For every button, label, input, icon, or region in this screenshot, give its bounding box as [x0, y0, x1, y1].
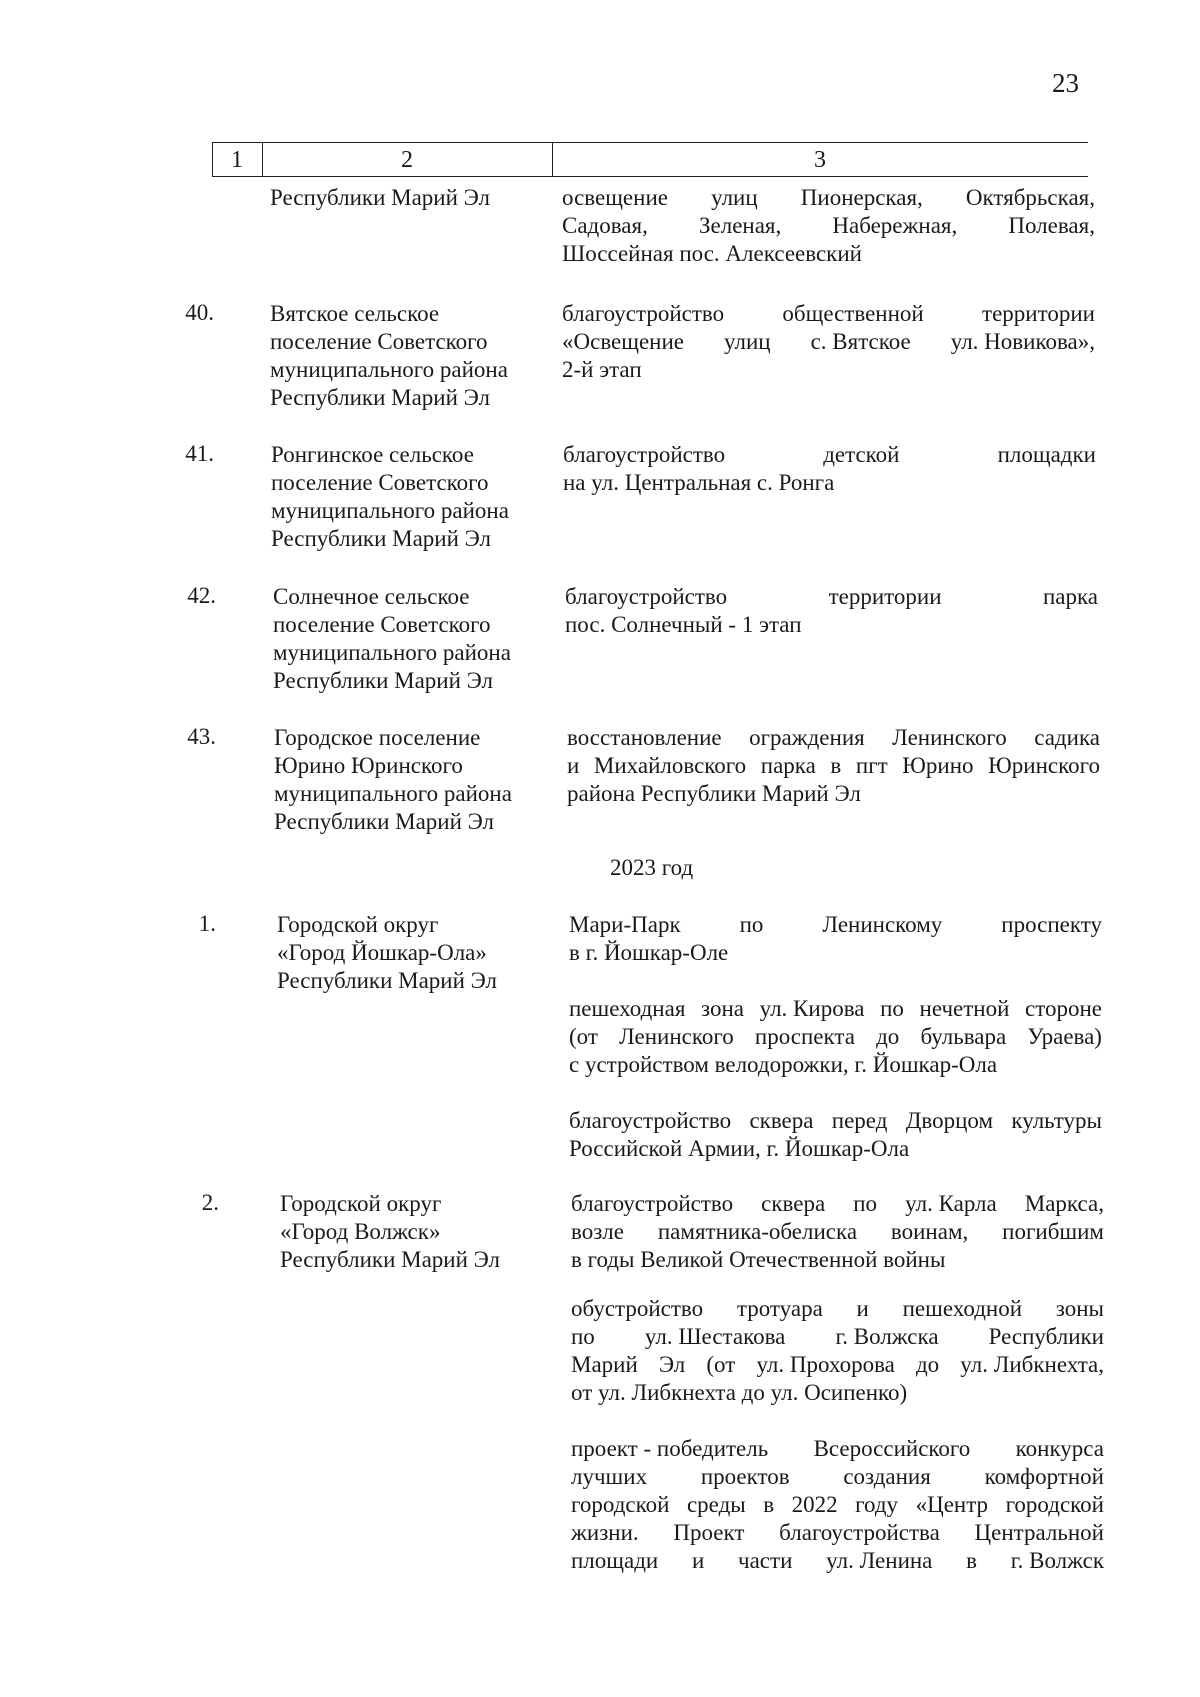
project-line — [571, 1351, 1104, 1379]
project-word: Полевая, — [1008, 213, 1095, 238]
project-cell — [569, 1107, 1102, 1163]
project-word: Центральной — [974, 1520, 1104, 1545]
municipality-line: Городское поселение — [274, 725, 481, 750]
project-word: парка — [760, 753, 816, 778]
project-word: нечетной — [919, 996, 1010, 1021]
municipality-line: муниципального района — [271, 498, 509, 523]
project-word: площадки — [997, 442, 1096, 467]
project-word: ул. Либкнехта, — [960, 1352, 1104, 1377]
project-line — [567, 724, 1100, 752]
project-word: Марий — [571, 1352, 638, 1377]
row-number: 41. — [185, 441, 214, 466]
municipality-cell — [280, 1190, 550, 1274]
header-col-1: 1 — [231, 147, 243, 173]
municipality-line: Республики Марий Эл — [273, 668, 494, 693]
project-word: по — [853, 1191, 878, 1216]
municipality-line: Ронгинское сельское — [271, 442, 474, 467]
project-word: конкурса — [1015, 1436, 1104, 1461]
project-word: пешеходной — [902, 1296, 1023, 1321]
project-word: Ленинскому — [822, 912, 943, 937]
project-word: до — [915, 1352, 940, 1377]
municipality-line: Республики Марий Эл — [274, 809, 495, 834]
project-word: Юрино — [902, 753, 974, 778]
project-line — [571, 1519, 1104, 1547]
row-number: 42. — [187, 583, 216, 608]
project-line — [571, 1547, 1104, 1575]
project-word: ул. Прохорова — [756, 1352, 895, 1377]
project-word: по — [880, 996, 904, 1021]
project-line: в г. Йошкар-Оле — [569, 940, 729, 965]
municipality-line: Республики Марий Эл — [280, 1247, 501, 1272]
project-line — [562, 300, 1095, 328]
project-word: по — [739, 912, 764, 937]
project-word: «Освещение — [562, 329, 684, 354]
project-word: сквера — [761, 1191, 826, 1216]
project-word: году — [855, 1492, 899, 1517]
project-word: благоустройство — [562, 301, 725, 326]
project-word: Зеленая, — [698, 213, 782, 238]
project-word: проспекта — [754, 1024, 855, 1049]
project-word: тротуара — [736, 1296, 823, 1321]
project-word: и — [691, 1548, 705, 1573]
municipality-cell — [273, 583, 543, 695]
project-word: Дворцом — [905, 1108, 994, 1133]
municipality-line: муниципального района — [274, 781, 512, 806]
project-line: Шоссейная пос. Алексеевский — [562, 241, 862, 266]
project-cell — [567, 724, 1100, 808]
project-word: Ураева) — [1027, 1024, 1102, 1049]
project-word: ул. Шестакова — [644, 1324, 786, 1349]
project-word: благоустройство — [571, 1191, 734, 1216]
project-word: Проект — [673, 1520, 745, 1545]
project-line: пос. Солнечный - 1 этап — [565, 612, 802, 637]
project-word: Пионерская, — [800, 185, 923, 210]
project-word: с. Вятское — [810, 329, 911, 354]
municipality-line: Республики Марий Эл — [270, 385, 491, 410]
project-word: комфортной — [984, 1464, 1104, 1489]
project-line — [569, 911, 1102, 939]
project-cell — [565, 583, 1098, 639]
project-word: ул. Кирова — [759, 996, 865, 1021]
project-line — [565, 583, 1098, 611]
municipality-line: муниципального района — [270, 357, 508, 382]
project-word: перед — [831, 1108, 888, 1133]
project-cell — [569, 911, 1102, 967]
project-word: улиц — [711, 185, 758, 210]
project-word: восстановление — [567, 725, 722, 750]
municipality-cell — [270, 300, 540, 412]
project-line — [571, 1491, 1104, 1519]
project-word: Михайловского — [593, 753, 747, 778]
municipality-line: поселение Советского — [271, 470, 489, 495]
project-line — [569, 995, 1102, 1023]
project-word: освещение — [562, 185, 668, 210]
project-line — [571, 1463, 1104, 1491]
project-line: на ул. Центральная с. Ронга — [563, 470, 835, 495]
project-word: Набережная, — [832, 213, 958, 238]
project-line: с устройством велодорожки, г. Йошкар-Ола — [569, 1052, 998, 1077]
project-word: в — [830, 753, 842, 778]
project-word: пгт — [855, 753, 888, 778]
municipality-cell — [277, 911, 547, 995]
municipality-line: Республики Марий Эл — [271, 526, 492, 551]
table-header — [212, 142, 1088, 177]
project-word: детской — [823, 442, 900, 467]
project-word: Ленинского — [619, 1024, 734, 1049]
project-word: лучших — [571, 1464, 648, 1489]
project-word: памятника-обелиска — [657, 1219, 858, 1244]
project-cell — [571, 1190, 1104, 1274]
project-word: ул. Карла — [905, 1191, 997, 1216]
municipality-cell — [270, 184, 540, 212]
row-number: 40. — [185, 300, 214, 325]
project-line — [563, 441, 1096, 469]
project-word: и — [856, 1296, 869, 1321]
project-word: «Центр — [915, 1492, 989, 1517]
row-number: 43. — [187, 724, 216, 749]
project-word: парка — [1042, 584, 1098, 609]
municipality-line: Вятское сельское — [270, 301, 440, 326]
project-line — [571, 1295, 1104, 1323]
project-word: общественной — [782, 301, 924, 326]
project-word: по — [571, 1324, 595, 1349]
project-word: садика — [1034, 725, 1100, 750]
project-word: проект - победитель — [571, 1436, 769, 1461]
project-word: благоустройство — [563, 442, 726, 467]
project-word: пешеходная — [569, 996, 686, 1021]
project-word: погибшим — [1002, 1219, 1104, 1244]
project-cell — [571, 1435, 1104, 1575]
project-word: жизни. — [571, 1520, 639, 1545]
project-line — [562, 328, 1095, 356]
project-word: г. Волжск — [1010, 1548, 1104, 1573]
page-number: 23 — [1052, 68, 1079, 98]
project-word: стороне — [1025, 996, 1102, 1021]
project-word: Октябрьская, — [965, 185, 1095, 210]
year-heading: 2023 год — [610, 855, 694, 880]
project-word: до — [876, 1024, 900, 1049]
project-word: в — [966, 1548, 978, 1573]
project-word: части — [738, 1548, 793, 1573]
project-line — [571, 1435, 1104, 1463]
row-number: 1. — [198, 911, 216, 936]
project-word: сквера — [749, 1108, 814, 1133]
project-word: площади — [571, 1548, 659, 1573]
municipality-line: Городской округ — [277, 912, 439, 937]
project-cell — [562, 300, 1095, 384]
project-line: от ул. Либкнехта до ул. Осипенко) — [571, 1380, 908, 1405]
project-word: территории — [828, 584, 942, 609]
project-line — [571, 1190, 1104, 1218]
project-word: Эл — [658, 1352, 686, 1377]
municipality-line: поселение Советского — [273, 612, 491, 637]
project-word: (от — [569, 1024, 598, 1049]
municipality-line: Республики Марий Эл — [270, 185, 491, 210]
project-word: Мари-Парк — [569, 912, 681, 937]
project-line — [562, 184, 1095, 212]
project-word: Садовая, — [562, 213, 648, 238]
municipality-line: поселение Советского — [270, 329, 488, 354]
project-word: проектов — [700, 1464, 790, 1489]
municipality-line: «Город Волжск» — [280, 1219, 441, 1244]
project-word: Всероссийского — [813, 1436, 971, 1461]
project-word: возле — [571, 1219, 624, 1244]
municipality-line: Республики Марий Эл — [277, 968, 498, 993]
project-line: в годы Великой Отечественной войны — [571, 1247, 946, 1272]
project-word: благоустройство — [569, 1108, 732, 1133]
municipality-cell — [274, 724, 544, 836]
project-word: городской — [1005, 1492, 1104, 1517]
project-word: в — [763, 1492, 775, 1517]
project-word: и — [567, 753, 580, 778]
municipality-line: Солнечное сельское — [273, 584, 470, 609]
municipality-cell — [271, 441, 541, 553]
project-word: воинам, — [890, 1219, 969, 1244]
project-word: среды — [686, 1492, 746, 1517]
project-word: (от — [706, 1352, 736, 1377]
project-word: культуры — [1011, 1108, 1102, 1133]
project-line — [562, 212, 1095, 240]
municipality-line: Городской округ — [280, 1191, 442, 1216]
municipality-line: Юрино Юринского — [274, 753, 463, 778]
project-word: ул. Ленина — [826, 1548, 933, 1573]
municipality-line: муниципального района — [273, 640, 511, 665]
project-line — [567, 752, 1100, 780]
project-word: зона — [701, 996, 744, 1021]
project-word: улиц — [723, 329, 771, 354]
project-word: Республики — [988, 1324, 1104, 1349]
project-word: территории — [982, 301, 1095, 326]
municipality-line: «Город Йошкар-Ола» — [277, 940, 487, 965]
project-line — [571, 1218, 1104, 1246]
row-number: 2. — [201, 1190, 219, 1215]
project-word: благоустройство — [565, 584, 728, 609]
project-line: Российской Армии, г. Йошкар-Ола — [569, 1136, 910, 1161]
project-word: г. Волжска — [835, 1324, 939, 1349]
project-word: зоны — [1055, 1296, 1104, 1321]
project-word: создания — [843, 1464, 931, 1489]
project-line: района Республики Марий Эл — [567, 781, 861, 806]
project-word: ул. Новикова», — [950, 329, 1095, 354]
project-cell — [563, 441, 1096, 497]
project-line — [571, 1323, 1104, 1351]
project-word: городской — [571, 1492, 670, 1517]
project-word: Юринского — [988, 753, 1100, 778]
project-cell — [569, 995, 1102, 1079]
project-line: 2-й этап — [562, 357, 642, 382]
project-word: благоустройства — [779, 1520, 940, 1545]
project-word: проспекту — [1001, 912, 1102, 937]
header-col-2: 2 — [401, 147, 413, 173]
project-word: бульвара — [920, 1024, 1007, 1049]
project-cell — [562, 184, 1095, 268]
project-word: Ленинского — [892, 725, 1007, 750]
project-word: ограждения — [749, 725, 865, 750]
header-col-3: 3 — [814, 147, 826, 173]
project-word: обустройство — [571, 1296, 704, 1321]
project-line — [569, 1023, 1102, 1051]
project-word: 2022 — [791, 1492, 838, 1517]
header-bottom-rule — [212, 176, 1088, 177]
project-line — [569, 1107, 1102, 1135]
project-cell — [571, 1295, 1104, 1407]
project-word: Маркса, — [1024, 1191, 1104, 1216]
